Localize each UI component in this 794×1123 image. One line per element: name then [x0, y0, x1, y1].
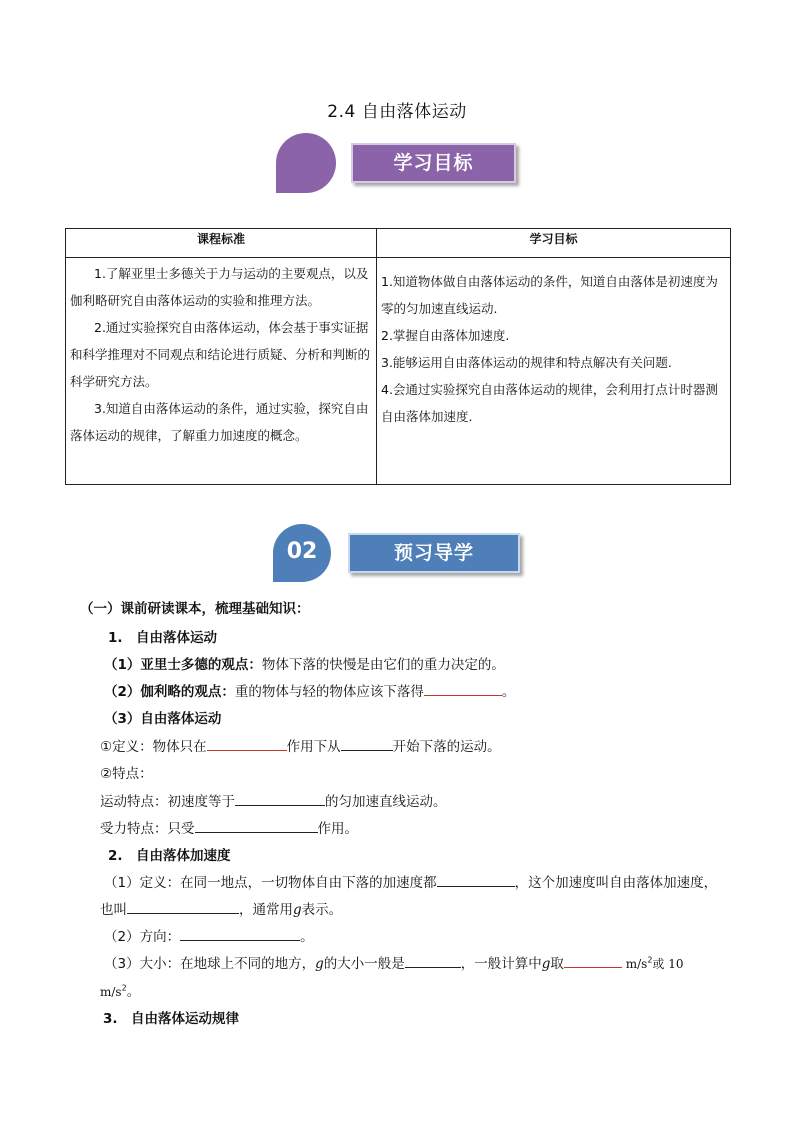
- acc-text: （1）定义：在同一地点，一切物体自由下落的加速度都: [104, 875, 437, 891]
- fill-blank[interactable]: [195, 819, 318, 833]
- standard-item: 1.了解亚里士多德关于力与运动的主要观点，以及伽利略研究自由落体运动的实验和推理方法。: [70, 266, 369, 308]
- aristotle-text: 物体下落的快慢是由它们的重力决定的。: [261, 657, 505, 673]
- banner-badge-shape: [276, 133, 336, 193]
- fill-blank[interactable]: [564, 954, 622, 968]
- table-header-standards: 课程标准: [66, 229, 377, 258]
- features-label: ②特点：: [100, 766, 153, 782]
- motion-text: 的匀加速直线运动。: [325, 794, 447, 810]
- standard-item: 3.知道自由落体运动的条件，通过实验，探究自由落体运动的规律，了解重力加速度的概念。: [70, 401, 369, 443]
- fill-blank[interactable]: [180, 927, 300, 941]
- acc-text: （2）方向：: [104, 929, 181, 945]
- galileo-label: （2）伽利略的观点：: [104, 684, 235, 700]
- section-number-badge: 02: [273, 524, 331, 582]
- item3-title: 3. 自由落体运动规律: [103, 1011, 240, 1027]
- acceleration-magnitude: （3）大小：在地球上不同的地方，g的大小一般是 ，一般计算中g取 $m/s^2$或 10: [104, 955, 684, 972]
- objective-item: 4.会通过实验探究自由落体运动的规律，会利用打点计时器测自由落体加速度.: [381, 382, 718, 424]
- aristotle-view: [104, 653, 505, 673]
- objective-item: 3.能够运用自由落体运动的规律和特点解决有关问题.: [381, 355, 672, 370]
- g-symbol: g: [541, 956, 551, 972]
- acc-text: ，一般计算中: [460, 956, 542, 972]
- objective-item: 1.知道物体做自由落体运动的条件，知道自由落体是初速度为零的匀加速直线运动.: [381, 274, 718, 316]
- item2-title: 2. 自由落体加速度: [108, 848, 231, 864]
- acc-text: ，通常用: [239, 902, 293, 918]
- galileo-text: 重的物体与轻的物体应该下落得: [234, 684, 424, 700]
- goals-table: [65, 228, 731, 485]
- standard-item: 2.通过实验探究自由落体运动，体会基于事实证据和科学推理对不同观点和结论进行质疑、分析和判断的科学研究方法。: [70, 320, 371, 389]
- motion-text: 运动特点：初速度等于: [100, 794, 235, 810]
- unit-text: 或 10: [652, 957, 684, 971]
- standards-cell: [66, 258, 377, 485]
- acc-text: 的大小一般是: [323, 956, 405, 972]
- section-heading: （一）课前研读课本，梳理基础知识：: [80, 601, 310, 617]
- learning-goals-banner: [276, 132, 521, 194]
- acceleration-definition: [104, 871, 717, 891]
- table-header-objectives: 学习目标: [377, 229, 731, 258]
- acceleration-direction: [104, 925, 314, 945]
- acceleration-definition-cont: [100, 898, 342, 918]
- g-symbol: g: [293, 902, 302, 918]
- g-symbol: g: [315, 956, 324, 972]
- motion-feature: [100, 790, 447, 810]
- definition-text: 开始下落的运动。: [392, 739, 501, 755]
- unit-text: m/s: [621, 957, 648, 971]
- learning-goals-label: 学习目标: [351, 143, 516, 183]
- item1-title: 1. 自由落体运动: [108, 630, 218, 646]
- definition-text: ①定义：物体只在: [100, 739, 207, 755]
- acc-text: ，这个加速度叫自由落体加速度，: [514, 875, 718, 891]
- objective-item: 2.掌握自由落体加速度.: [381, 328, 510, 343]
- page-title: 2.4 自由落体运动: [327, 102, 467, 122]
- unit-text: m/s: [100, 985, 122, 999]
- punctuation: 。: [501, 684, 516, 700]
- fill-blank[interactable]: [424, 682, 502, 696]
- force-text: 作用。: [317, 821, 358, 837]
- fill-blank[interactable]: [207, 737, 287, 751]
- fill-blank[interactable]: [405, 954, 461, 968]
- fill-blank[interactable]: [235, 792, 325, 806]
- acc-text: 取: [550, 956, 564, 972]
- acceleration-unit-line: $m/s^2$。: [100, 983, 141, 1000]
- definition-line: [100, 735, 501, 755]
- fill-blank[interactable]: [127, 900, 239, 914]
- acc-text: 。: [300, 929, 314, 945]
- galileo-view: [104, 680, 515, 700]
- force-feature: [100, 817, 358, 837]
- acc-text: 也叫: [100, 902, 127, 918]
- objectives-cell: [377, 258, 731, 485]
- punctuation: 。: [126, 984, 141, 1000]
- preview-guide-label: 预习导学: [348, 533, 520, 573]
- fill-blank[interactable]: [341, 737, 393, 751]
- aristotle-label: （1）亚里士多德的观点：: [104, 657, 262, 673]
- force-text: 受力特点：只受: [100, 821, 195, 837]
- free-fall-subtitle: （3）自由落体运动: [104, 711, 222, 727]
- fill-blank[interactable]: [437, 873, 515, 887]
- preview-guide-banner: [273, 524, 523, 584]
- acc-text: （3）大小：在地球上不同的地方，: [104, 956, 316, 972]
- definition-text: 作用下从: [286, 739, 341, 755]
- acc-text: 表示。: [301, 902, 343, 918]
